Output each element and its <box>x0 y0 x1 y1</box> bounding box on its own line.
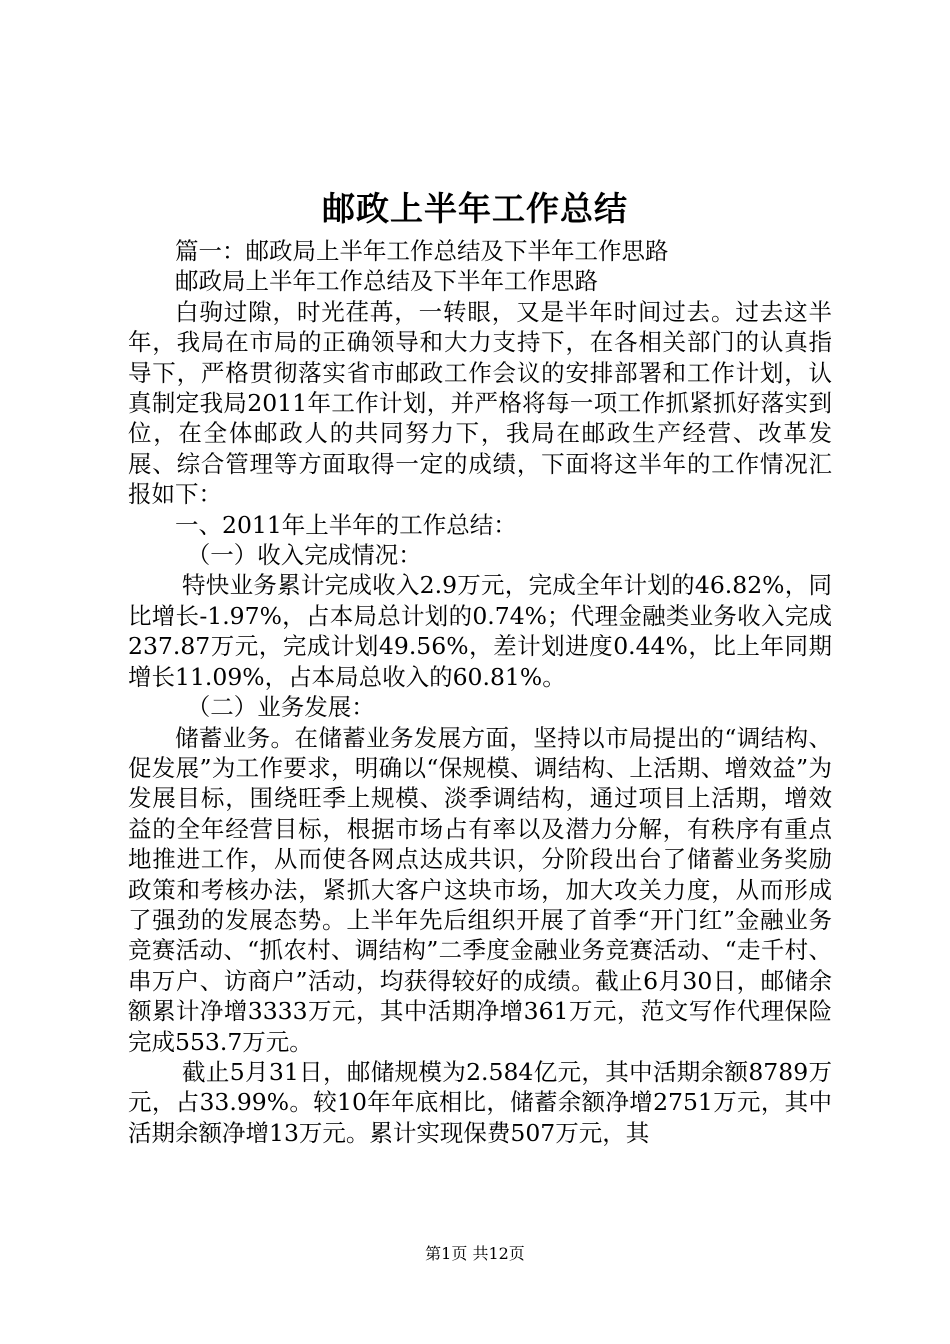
article-title: 邮政局上半年工作总结及下半年工作思路 <box>175 267 598 296</box>
subsection-heading: （一）收入完成情况： <box>186 541 422 570</box>
subsection-heading: （二）业务发展： <box>186 693 375 722</box>
section-heading: 一、2011年上半年的工作总结： <box>175 510 517 539</box>
paragraph: 储蓄业务。在储蓄业务发展方面，坚持以市局提出的“调结构、促发展”为工作要求，明确以“保规模、调结构、上活期、增效益”为发展目标，围绕旺季上规模、淡季调结构，通过项目上活期，增效益的全年经营目标，根据市场占有率以及潜力分解，有秩序有重点地推进工作，从而使各网点达成共识，分阶段出台了储蓄业务奖励政策和考核办法，紧抓大客户这块市场，加大攻关力度，从而形成了强劲的发展态势。上半年先后组织开展了首季“开门红”金融业务竞赛活动、“抓农村、调结构”二季度金融业务竞赛活动、“走千村、串万户、访商户”活动，均获得较好的成绩。截止6月30日，邮储余额累计净增3333万元，其中活期净增361万元，范文写作代理保险完成553.7万元。 <box>128 723 832 1056</box>
paragraph: 截止5月31日，邮储规模为2.584亿元，其中活期余额8789万元，占33.99%。较10年年底相比，储蓄余额净增2751万元，其中活期余额净增13万元。累计实现保费507万元，其 <box>128 1057 832 1147</box>
page-footer: 第1页 共12页 <box>425 1244 525 1263</box>
document-body <box>128 236 832 1148</box>
paragraph: 特快业务累计完成收入2.9万元，完成全年计划的46.82%，同比增长-1.97%，占本局总计划的0.74%；代理金融类业务收入完成237.87万元，完成计划49.56%，差计划进度0.44%，比上年同期增长11.09%，占本局总收入的60.81%。 <box>128 571 832 691</box>
paragraph: 白驹过隙，时光荏苒，一转眼，又是半年时间过去。过去这半年，我局在市局的正确领导和大力支持下，在各相关部门的认真指导下，严格贯彻落实省市邮政工作会议的安排部署和工作计划，认真制定我局2011年工作计划，并严格将每一项工作抓紧抓好落实到位，在全体邮政人的共同努力下，我局在邮政生产经营、改革发展、综合管理等方面取得一定的成绩，下面将这半年的工作情况汇报如下： <box>128 297 832 509</box>
document-title: 邮政上半年工作总结 <box>322 189 628 228</box>
section-heading: 篇一：邮政局上半年工作总结及下半年工作思路 <box>175 237 669 265</box>
